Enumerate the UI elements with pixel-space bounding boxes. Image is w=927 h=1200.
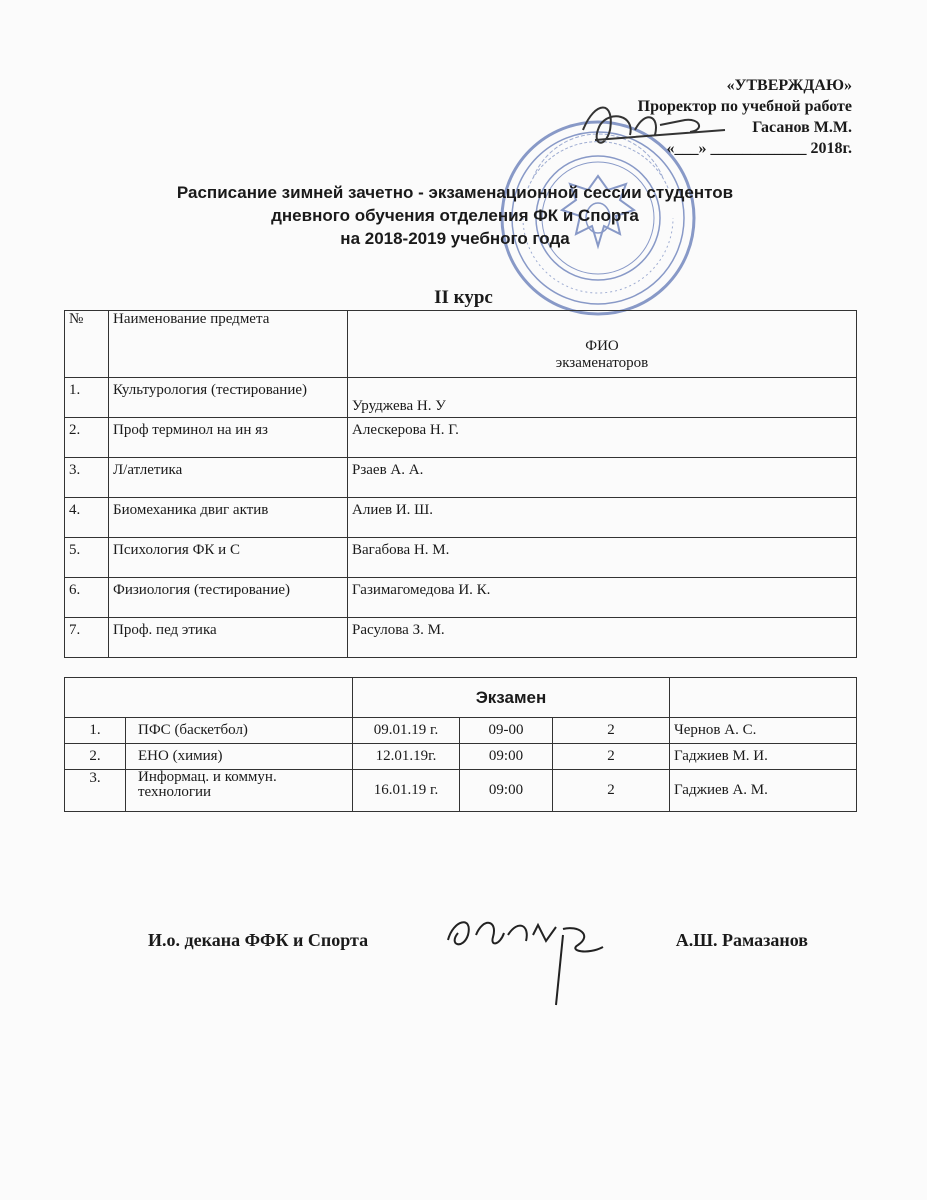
table-header-row [65, 311, 857, 378]
header-fio: ФИО [585, 338, 619, 354]
row-examiner: Алиев И. Ш. [348, 498, 857, 538]
exam-examiner: Чернов А. С. [670, 718, 857, 744]
title-line-1: Расписание зимней зачетно - экзаменационной сессии студентов [176, 183, 734, 202]
row-num: 3. [65, 458, 109, 498]
exam-examiner: Гаджиев А. М. [670, 770, 857, 812]
exam-time: 09-00 [460, 718, 553, 744]
exam-date: 12.01.19г. [353, 744, 460, 770]
row-examiner: Расулова З. М. [348, 618, 857, 658]
title-line-2: дневного обучения отделения ФК и Спорта [271, 206, 639, 225]
dean-title: И.о. декана ФФК и Спорта [148, 930, 369, 950]
exam-subject: Информац. и коммун. технологии [126, 770, 353, 812]
row-num: 2. [65, 418, 109, 458]
row-subject: Физиология (тестирование) [109, 578, 348, 618]
exam-header-blank-right [670, 678, 857, 718]
row-examiner: Уруджева Н. У [348, 378, 857, 418]
document-title [100, 181, 810, 250]
table-row [65, 718, 857, 744]
exam-header-blank [65, 678, 353, 718]
table-row [65, 618, 857, 658]
exam-header: Экзамен [353, 678, 670, 718]
exam-num: 3. [65, 770, 126, 812]
table-row [65, 458, 857, 498]
row-num: 7. [65, 618, 109, 658]
dean-name: А.Ш. Рамазанов [675, 930, 808, 950]
table-row [65, 378, 857, 418]
exam-time: 09:00 [460, 744, 553, 770]
exam-room: 2 [553, 770, 670, 812]
row-examiner: Газимагомедова И. К. [348, 578, 857, 618]
credits-table [64, 310, 857, 658]
course-label: II курс [434, 287, 493, 308]
row-subject: Проф терминол на ин яз [109, 418, 348, 458]
row-subject: Проф. пед этика [109, 618, 348, 658]
title-line-3: на 2018-2019 учебного года [340, 229, 570, 248]
dean-signature [438, 905, 618, 1015]
exam-examiner: Гаджиев М. И. [670, 744, 857, 770]
row-examiner: Вагабова Н. М. [348, 538, 857, 578]
row-examiner: Рзаев А. А. [348, 458, 857, 498]
row-subject: Биомеханика двиг актив [109, 498, 348, 538]
table-row [65, 498, 857, 538]
exam-date: 09.01.19 г. [353, 718, 460, 744]
header-subject: Наименование предмета [109, 311, 348, 378]
exam-num: 1. [65, 718, 126, 744]
exam-header-row [65, 678, 857, 718]
table-row [65, 770, 857, 812]
approver-position: Проректор по учебной работе [637, 98, 852, 115]
table-row [65, 418, 857, 458]
row-subject: Л/атлетика [109, 458, 348, 498]
header-num: № [65, 311, 109, 378]
exam-date: 16.01.19 г. [353, 770, 460, 812]
row-subject: Культурология (тестирование) [109, 378, 348, 418]
table-row [65, 538, 857, 578]
exam-table [64, 677, 857, 812]
header-examiners-label: экзаменаторов [555, 355, 649, 371]
exam-num: 2. [65, 744, 126, 770]
row-subject: Психология ФК и С [109, 538, 348, 578]
exam-room: 2 [553, 718, 670, 744]
exam-subject: ЕНО (химия) [126, 744, 353, 770]
table-row [65, 578, 857, 618]
row-num: 5. [65, 538, 109, 578]
header-examiners [348, 311, 857, 378]
exam-time: 09:00 [460, 770, 553, 812]
exam-room: 2 [553, 744, 670, 770]
approver-name: Гасанов М.М. [752, 119, 852, 136]
exam-subject: ПФС (баскетбол) [126, 718, 353, 744]
approve-heading: «УТВЕРЖДАЮ» [726, 77, 852, 94]
row-examiner: Алескерова Н. Г. [348, 418, 857, 458]
row-num: 1. [65, 378, 109, 418]
approval-block [638, 75, 852, 159]
row-num: 6. [65, 578, 109, 618]
row-num: 4. [65, 498, 109, 538]
table-row [65, 744, 857, 770]
approval-date: «___» ____________ 2018г. [666, 140, 852, 157]
